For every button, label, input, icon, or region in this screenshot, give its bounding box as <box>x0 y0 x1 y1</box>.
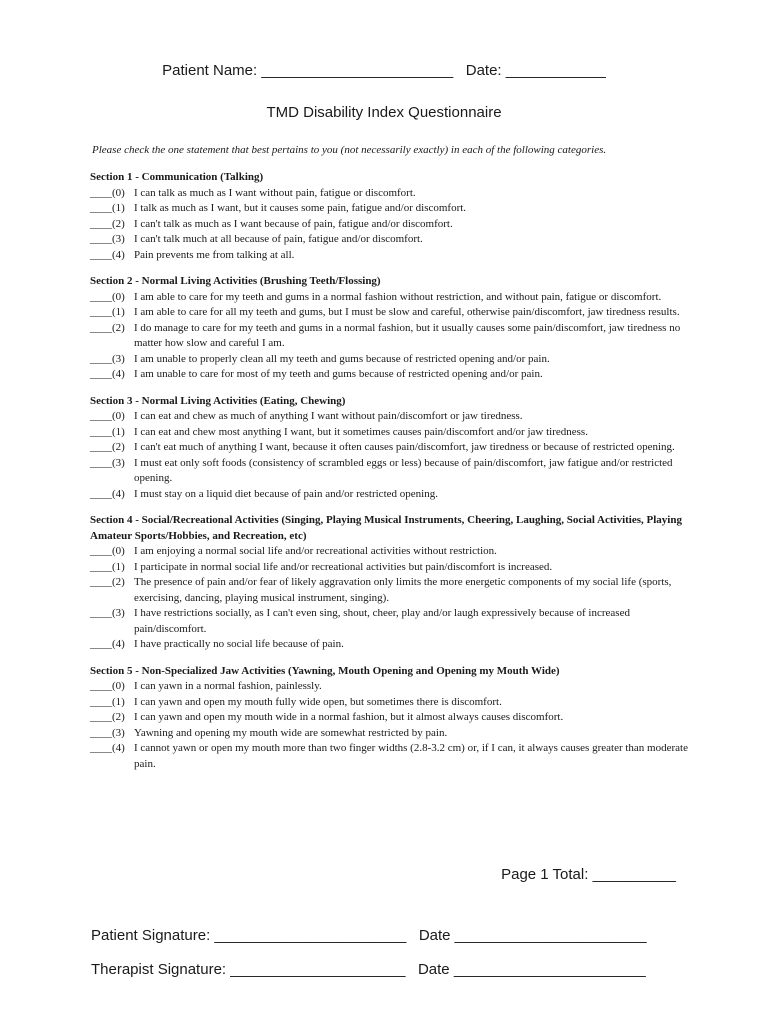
section-heading: Section 3 - Normal Living Activities (Eating, Chewing) <box>90 394 346 407</box>
page-total-label: Page 1 Total: <box>501 866 589 883</box>
option-number: (3) <box>112 607 125 619</box>
option-text: I can't eat much of anything I want, because it often causes pain/discomfort, jaw tiredness or because of restricted opening. <box>134 441 675 453</box>
therapist-signature-date-field[interactable]: _______________________ <box>453 961 646 978</box>
option-row <box>90 367 690 383</box>
option-number: (4) <box>112 742 125 754</box>
option-row <box>90 409 690 425</box>
section-heading: Section 4 - Social/Recreational Activities (Singing, Playing Musical Instruments, Cheering, Laughing, Social Activities, Playing Amateur Sports/Hobbies, and Recreation, etc) <box>90 514 682 542</box>
option-row <box>90 352 690 368</box>
patient-signature-label: Patient Signature: <box>91 927 211 944</box>
option-row <box>90 425 690 441</box>
option-row <box>90 305 690 321</box>
option-number: (0) <box>112 680 125 692</box>
option-row <box>90 726 690 742</box>
option-number: (3) <box>112 456 125 469</box>
check-blank[interactable]: ____ <box>90 695 112 708</box>
option-row <box>90 217 690 233</box>
option-row <box>90 487 690 503</box>
option-number: (0) <box>112 290 125 303</box>
option-row <box>90 679 690 695</box>
option-text: I have practically no social life because of pain. <box>134 638 344 650</box>
option-row <box>90 544 690 560</box>
option-number: (3) <box>112 233 125 245</box>
check-blank[interactable]: ____ <box>90 306 112 318</box>
page-total <box>501 866 676 883</box>
check-blank[interactable]: ____ <box>90 456 112 469</box>
option-row <box>90 248 690 264</box>
therapist-signature-date-label: Date <box>417 961 450 978</box>
patient-header <box>0 62 768 79</box>
option-text: I am unable to properly clean all my teeth and gums because of restricted opening and/or pain. <box>134 352 550 365</box>
check-blank[interactable]: ____ <box>90 321 112 334</box>
option-text: I can eat and chew most anything I want, but it sometimes causes pain/discomfort and/or jaw tiredness. <box>134 425 588 438</box>
option-text: I do manage to care for my teeth and gums in a normal fashion, but it usually causes some pain/discomfort, jaw tiredness no matter how slow and careful I am. <box>134 321 681 349</box>
option-row <box>90 560 690 576</box>
check-blank[interactable]: ____ <box>90 726 112 739</box>
therapist-signature-line <box>91 961 646 978</box>
option-text: I am able to care for my teeth and gums in a normal fashion without restriction, and without pain, fatigue or discomfort. <box>134 290 662 303</box>
patient-name-label: Patient Name: <box>162 62 258 79</box>
option-text: I cannot yawn or open my mouth more than two finger widths (2.8-3.2 cm) or, if I can, it always causes greater than moderate pain. <box>134 742 688 770</box>
option-row <box>90 710 690 726</box>
check-blank[interactable]: ____ <box>90 638 112 650</box>
check-blank[interactable]: ____ <box>90 441 112 453</box>
check-blank[interactable]: ____ <box>90 711 112 723</box>
section-heading: Section 5 - Non-Specialized Jaw Activities (Yawning, Mouth Opening and Opening my Mouth Wide) <box>90 664 560 677</box>
option-row <box>90 290 690 306</box>
patient-name-field[interactable]: _______________________ <box>261 62 454 79</box>
option-text: I am unable to care for most of my teeth and gums because of restricted opening and/or pain. <box>134 368 543 380</box>
check-blank[interactable]: ____ <box>90 410 112 422</box>
option-text: Pain prevents me from talking at all. <box>134 248 295 261</box>
option-row <box>90 575 690 606</box>
option-row <box>90 440 690 456</box>
option-row <box>90 695 690 711</box>
option-number: (4) <box>112 487 125 500</box>
check-blank[interactable]: ____ <box>90 607 112 619</box>
option-text: I can yawn in a normal fashion, painlessly. <box>134 680 322 692</box>
option-number: (2) <box>112 441 125 453</box>
check-blank[interactable]: ____ <box>90 545 112 557</box>
option-number: (3) <box>112 352 125 365</box>
option-row <box>90 321 690 352</box>
option-text: I talk as much as I want, but it causes some pain, fatigue and/or discomfort. <box>134 202 467 214</box>
option-text: I am able to care for all my teeth and gums, but I must be slow and careful, otherwise pain/discomfort, jaw tiredness results. <box>134 306 680 318</box>
check-blank[interactable]: ____ <box>90 217 112 230</box>
option-number: (2) <box>112 217 125 230</box>
patient-signature-date-label: Date <box>418 927 451 944</box>
option-row <box>90 456 690 487</box>
page-total-field[interactable]: __________ <box>592 866 676 883</box>
option-row <box>90 201 690 217</box>
check-blank[interactable]: ____ <box>90 248 112 261</box>
option-row <box>90 232 690 248</box>
instructions: Please check the one statement that best pertains to you (not necessarily exactly) in each of the following categories. <box>92 144 607 156</box>
option-text: I participate in normal social life and/or recreational activities but pain/discomfort is increased. <box>134 560 553 573</box>
section-3 <box>90 394 690 503</box>
option-row <box>90 186 690 202</box>
option-number: (3) <box>112 726 125 739</box>
option-text: I have restrictions socially, as I can't even sing, shout, cheer, play and/or laugh expressively because of increased pain/discomfort. <box>134 607 630 635</box>
section-heading: Section 1 - Communication (Talking) <box>90 171 264 183</box>
check-blank[interactable]: ____ <box>90 202 112 214</box>
section-2 <box>90 274 690 383</box>
check-blank[interactable]: ____ <box>90 352 112 365</box>
option-text: Yawning and opening my mouth wide are somewhat restricted by pain. <box>134 726 448 739</box>
option-row <box>90 606 690 637</box>
option-number: (1) <box>112 202 125 214</box>
section-5 <box>90 664 690 773</box>
option-number: (1) <box>112 306 125 318</box>
option-number: (2) <box>112 711 125 723</box>
check-blank[interactable]: ____ <box>90 290 112 303</box>
form-title: TMD Disability Index Questionnaire <box>266 104 502 121</box>
check-blank[interactable]: ____ <box>90 487 112 500</box>
option-text: I can yawn and open my mouth wide in a normal fashion, but it almost always causes discomfort. <box>134 711 564 723</box>
option-number: (2) <box>112 576 125 588</box>
check-blank[interactable]: ____ <box>90 680 112 692</box>
check-blank[interactable]: ____ <box>90 742 112 754</box>
patient-signature-line <box>91 927 647 944</box>
option-text: I can't talk as much as I want because of pain, fatigue and/or discomfort. <box>134 217 453 230</box>
therapist-signature-label: Therapist Signature: <box>91 961 227 978</box>
option-row <box>90 741 690 772</box>
questionnaire-sections <box>90 170 690 783</box>
option-text: I must eat only soft foods (consistency of scrambled eggs or less) because of pain/discomfort, jaw fatigue and/or restricted opening. <box>134 456 673 484</box>
option-text: I must stay on a liquid diet because of pain and/or restricted opening. <box>134 487 438 500</box>
check-blank[interactable]: ____ <box>90 233 112 245</box>
patient-signature-field[interactable]: _______________________ <box>214 927 407 944</box>
date-label: Date: <box>465 62 502 79</box>
option-number: (1) <box>112 560 125 573</box>
option-text: I can't talk much at all because of pain, fatigue and/or discomfort. <box>134 233 423 245</box>
therapist-signature-field[interactable]: _____________________ <box>230 961 406 978</box>
option-row <box>90 637 690 653</box>
option-number: (1) <box>112 695 125 708</box>
date-field[interactable]: ____________ <box>505 62 606 79</box>
option-number: (4) <box>112 368 125 380</box>
check-blank[interactable]: ____ <box>90 186 112 199</box>
option-number: (1) <box>112 425 125 438</box>
option-number: (0) <box>112 545 125 557</box>
check-blank[interactable]: ____ <box>90 560 112 573</box>
check-blank[interactable]: ____ <box>90 425 112 438</box>
patient-signature-date-field[interactable]: _______________________ <box>454 927 647 944</box>
option-text: The presence of pain and/or fear of likely aggravation only limits the more energetic components of my social life (sports, exercising, dancing, playing musical instrument, singing). <box>134 576 672 604</box>
section-1 <box>90 170 690 263</box>
option-number: (0) <box>112 410 125 422</box>
check-blank[interactable]: ____ <box>90 368 112 380</box>
option-text: I can yawn and open my mouth fully wide open, but sometimes there is discomfort. <box>134 695 502 708</box>
option-text: I can talk as much as I want without pain, fatigue or discomfort. <box>134 186 416 199</box>
check-blank[interactable]: ____ <box>90 576 112 588</box>
option-number: (4) <box>112 248 125 261</box>
section-heading: Section 2 - Normal Living Activities (Brushing Teeth/Flossing) <box>90 275 381 287</box>
option-text: I am enjoying a normal social life and/or recreational activities without restriction. <box>134 545 497 557</box>
option-text: I can eat and chew as much of anything I want without pain/discomfort or jaw tiredness. <box>134 410 523 422</box>
option-number: (2) <box>112 321 125 334</box>
section-4 <box>90 513 690 653</box>
option-number: (0) <box>112 186 125 199</box>
option-number: (4) <box>112 638 125 650</box>
